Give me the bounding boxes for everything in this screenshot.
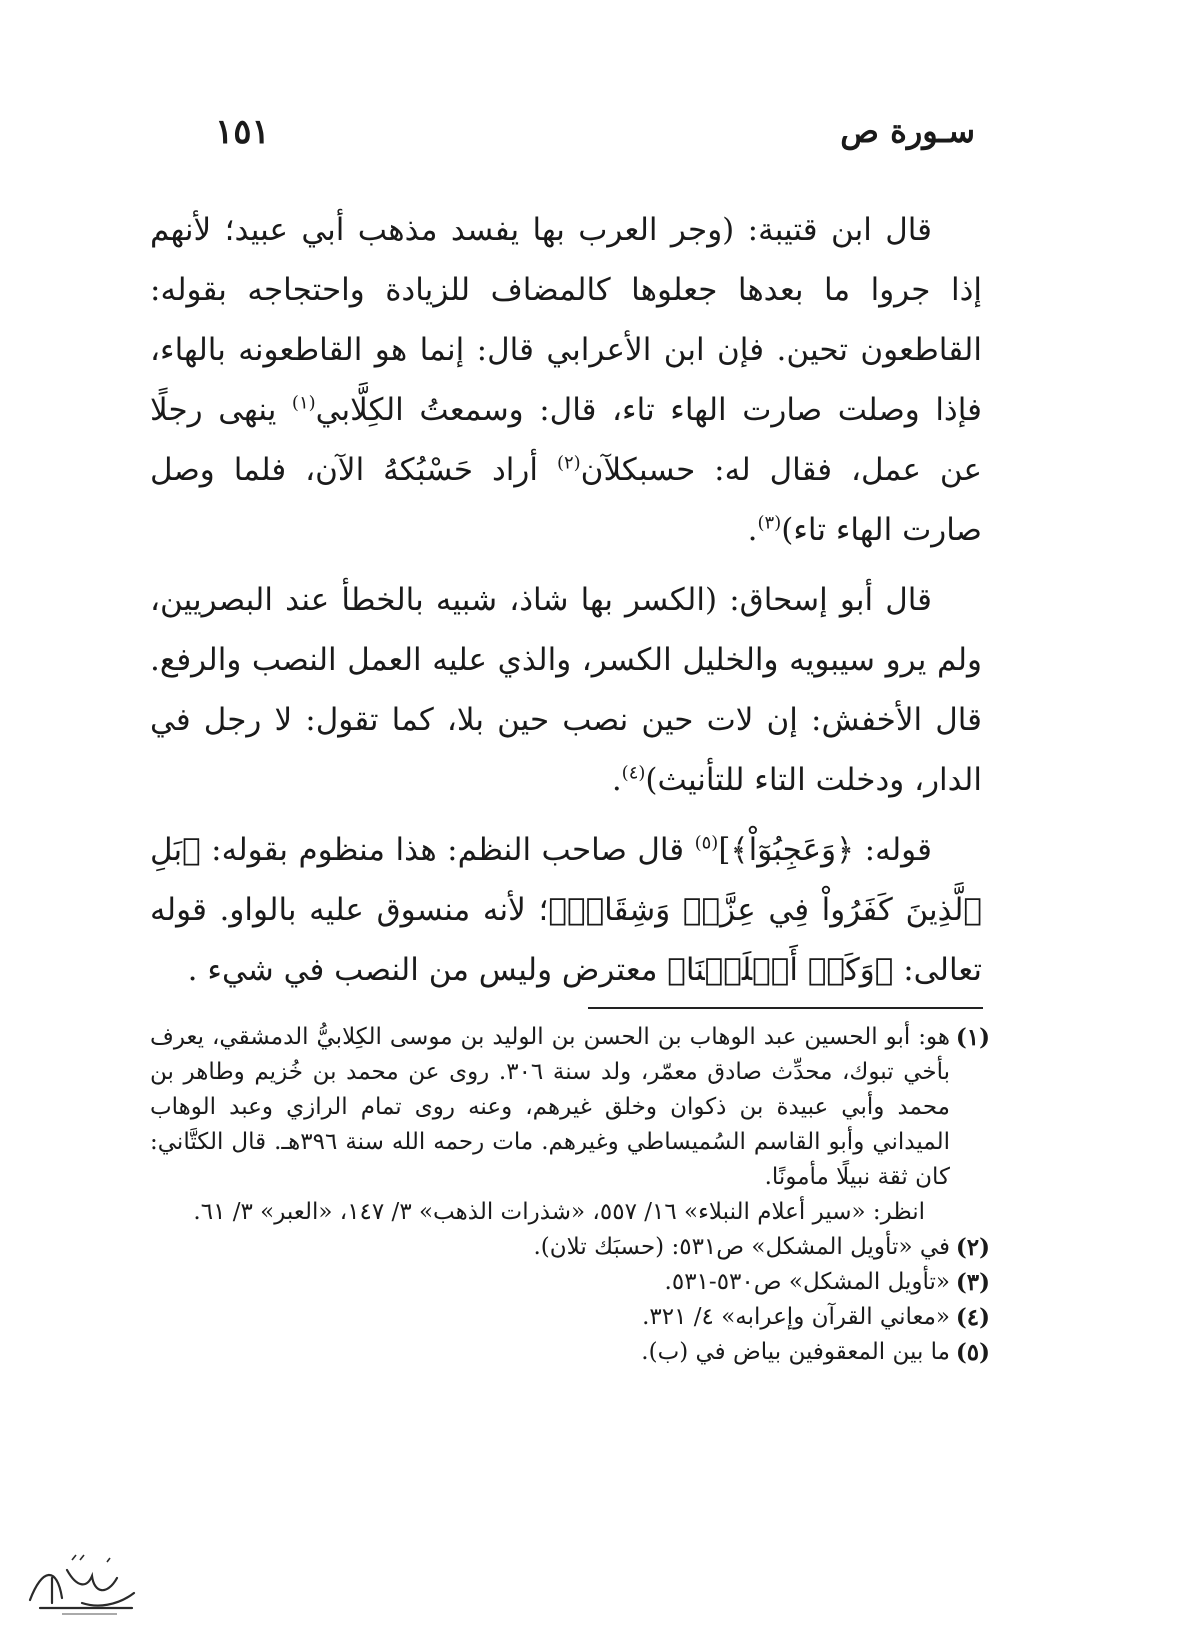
- paragraph-text: ]: [718, 832, 731, 868]
- paragraph-text: قال ابن قتيبة: (وجر العرب بها يفسد مذهب أبي عبيد؛ لأنهم إذا جروا ما بعدها جعلوها كالمضاف للزيادة واحتجاجه بقوله: القاطعون تحين. فإن ابن الأعرابي قال: إنما هو القاطعونه بالهاء، فإذا وصلت صارت الهاء تاء، قال: وسمعتُ الكِلَّابي: [150, 212, 982, 428]
- paragraph-abu-ishaq: [150, 570, 982, 810]
- footnote-number: (٤): [955, 1304, 990, 1331]
- paragraph-text: قال أبو إسحاق: (الكسر بها شاذ، شبيه بالخطأ عند البصريين، ولم يرو سيبويه والخليل الكسر، والذي عليه العمل النصب والرفع. قال الأخفش: إن لات حين نصب حين بلا، كما تقول: لا رجل في الدار، ودخلت التاء للتأنيث): [150, 582, 982, 798]
- footnote-number: (٢): [955, 1234, 990, 1261]
- footnote-text: انظر: «سير أعلام النبلاء» ١٦/ ٥٥٧، «شذرات الذهب» ٣/ ١٤٧، «العبر» ٣/ ٦١.: [193, 1199, 925, 1225]
- footnotes: [150, 1020, 990, 1370]
- paragraph-text: قال صاحب النظم: هذا منظوم بقوله:: [200, 832, 695, 868]
- footnote-ref-4[interactable]: (٤): [621, 762, 646, 784]
- footnote-number: (١): [955, 1024, 990, 1051]
- paragraph-text: .: [611, 762, 622, 798]
- library-stamp-logo: [22, 1548, 142, 1618]
- quran-quote: ﴿وَعَجِبُوٓاْ﴾: [730, 832, 855, 868]
- paragraph-text: ينهى رجلًا عن عمل، فقال له: حسبكلآن: [150, 392, 982, 488]
- footnote-4: [150, 1300, 990, 1335]
- quran-quote: ﴿وَكَمۡ أَهۡلَكۡنَا﴾: [667, 952, 894, 988]
- footnote-text: ما بين المعقوفين بياض في (ب).: [641, 1339, 950, 1365]
- paragraph-text: ؛ لأنه منسوق عليه بالواو. قوله تعالى:: [150, 892, 982, 988]
- paragraph-ibn-qutayba: [150, 200, 982, 560]
- footnote-3: [150, 1265, 990, 1300]
- page-number: ١٥١: [215, 112, 270, 152]
- footnote-1-references: [150, 1195, 990, 1230]
- page-header: [215, 112, 975, 162]
- surah-title: سـورة ص: [840, 112, 975, 150]
- footnote-ref-5[interactable]: (٥): [694, 832, 719, 854]
- footnote-divider: [588, 1007, 983, 1009]
- quran-quote: ﴿بَلِ ٱلَّذِينَ كَفَرُواْ فِي عِزَّةٖ وَشِقَاقٖ﴾: [150, 832, 983, 928]
- paragraph-text: معترض وليس من النصب في شيء .: [187, 952, 668, 988]
- footnote-ref-3[interactable]: (٣): [757, 512, 782, 534]
- paragraph-text: أراد حَسْبُكهُ الآن، فلما وصل صارت الهاء تاء): [150, 452, 982, 548]
- footnote-ref-2[interactable]: (٢): [556, 452, 581, 474]
- footnote-text: هو: أبو الحسين عبد الوهاب بن الحسن بن الوليد بن موسى الكِلابيُّ الدمشقي، يعرف بأخي تبوك، محدِّث صادق معمّر، ولد سنة ٣٠٦. روى عن محمد بن خُزيم وطاهر بن محمد وأبي عبيدة بن ذكوان وخلق غيرهم، وعنه روى تمام الرازي وعبد الوهاب الميداني وأبو القاسم السُميساطي وغيرهم. مات رحمه الله سنة ٣٩٦هـ. قال الكتَّاني: كان ثقة نبيلًا مأمونًا.: [150, 1024, 950, 1190]
- footnote-2: [150, 1230, 990, 1265]
- footnote-1: [150, 1020, 990, 1195]
- paragraph-text: قوله:: [854, 832, 933, 868]
- footnote-text: في «تأويل المشكل» ص٥٣١: (حسبَك تلان).: [533, 1234, 950, 1260]
- footnote-ref-1[interactable]: (١): [291, 392, 316, 414]
- paragraph-qawluhu: [150, 820, 982, 1000]
- footnote-number: (٣): [955, 1269, 990, 1296]
- footnote-text: «معاني القرآن وإعرابه» ٤/ ٣٢١.: [642, 1304, 950, 1330]
- footnote-5: [150, 1335, 990, 1370]
- footnote-text: «تأويل المشكل» ص٥٣٠-٥٣١.: [664, 1269, 950, 1295]
- footnote-number: (٥): [955, 1339, 990, 1366]
- paragraph-text: .: [747, 512, 758, 548]
- main-text: [150, 200, 982, 1010]
